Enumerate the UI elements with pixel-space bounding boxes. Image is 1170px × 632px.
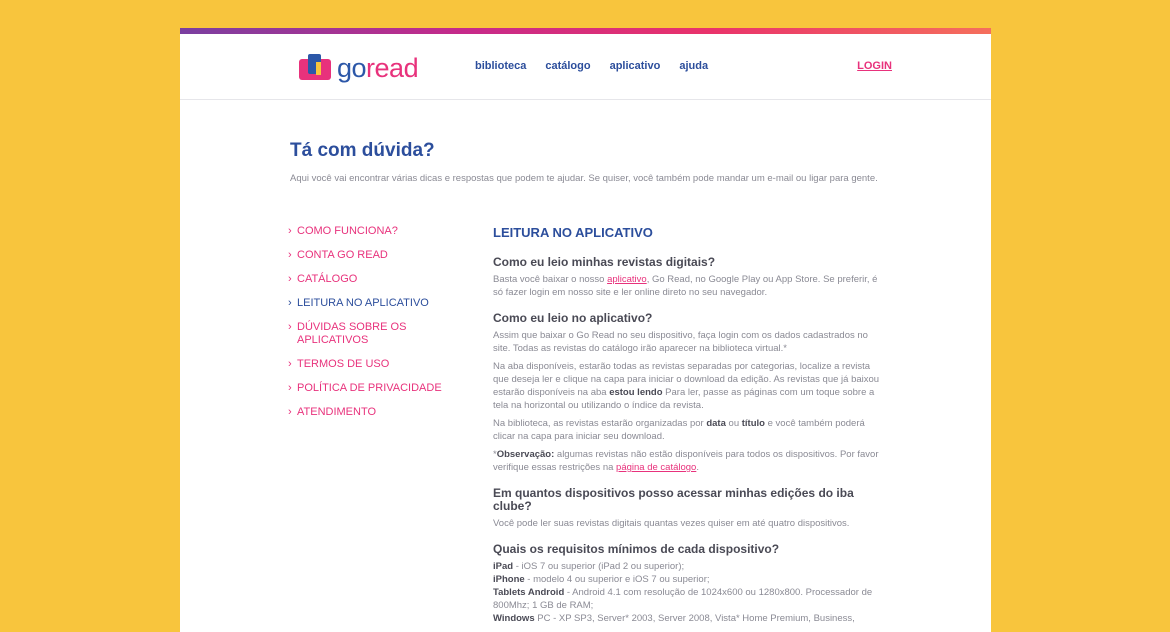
answer-text: Basta você baixar o nosso: [493, 274, 608, 285]
sidebar-item-label: POLÍTICA DE PRIVACIDADE: [297, 382, 442, 394]
sidebar-item-atendimento[interactable]: [288, 406, 458, 419]
answer-bold: Observação:: [496, 449, 555, 460]
login-link[interactable]: LOGIN: [857, 60, 892, 72]
sidebar-item-label: DÚVIDAS SOBRE OS APLICATIVOS: [297, 321, 407, 346]
chevron-right-icon: ›: [288, 297, 292, 309]
answer-text: Na aba disponíveis, estarão todas as revistas separadas por categorias, localize a revista que deseja ler e clique na capa para iniciar o download da edição. As revistas que já baixou estarão disponíveis na aba: [493, 361, 880, 398]
requirement-item: [493, 560, 885, 573]
nav-aplicativo[interactable]: aplicativo: [609, 60, 661, 72]
page-intro: [290, 140, 890, 185]
device-desc: PC - XP SP3, Server* 2003, Server 2008, Vista* Home Premium, Business,: [534, 613, 855, 624]
answer-text: Para ler, passe as páginas com um toque sobre a tela na horizontal ou utilizando o índice da revista.: [493, 387, 875, 411]
faq-answer: [493, 417, 885, 443]
faq-question: Como eu leio minhas revistas digitais?: [493, 255, 716, 269]
device-desc: - Android 4.1 com resolução de 1024x600 ou 1280x800. Processador de 800Mhz; 1 GB de RAM;: [493, 587, 873, 611]
sidebar-item-termos[interactable]: [288, 358, 458, 371]
faq-answer: [493, 273, 885, 299]
requirement-item: [493, 612, 885, 625]
logo-read: read: [366, 52, 419, 83]
answer-bold: estou lendo: [609, 387, 663, 398]
chevron-right-icon: ›: [288, 321, 292, 333]
chevron-right-icon: ›: [288, 358, 292, 370]
catalogo-page-link[interactable]: página de catálogo: [616, 462, 697, 473]
faq-question: Quais os requisitos mínimos de cada dispositivo?: [493, 542, 780, 556]
faq-note: [493, 448, 885, 474]
faq-content: [493, 225, 885, 625]
faq-question: Em quantos dispositivos posso acessar minhas edições do iba clube?: [493, 486, 854, 513]
logo-go: go: [337, 52, 367, 83]
chevron-right-icon: ›: [288, 406, 292, 418]
answer-bold: data: [706, 418, 726, 429]
device-name: iPhone: [493, 574, 525, 585]
device-name: Tablets Android: [493, 587, 565, 598]
faq-answer: Assim que baixar o Go Read no seu dispositivo, faça login com os dados cadastrados no site. Todas as revistas do catálogo irão aparecer na biblioteca virtual.*: [493, 330, 868, 354]
main-nav: [475, 60, 708, 72]
requirement-item: [493, 573, 885, 586]
faq-answer: [493, 360, 885, 412]
answer-text: .: [696, 462, 699, 473]
answer-text: algumas revistas não estão disponíveis para todos os dispositivos. Por favor verifique essas restrições na: [493, 449, 879, 473]
sidebar-item-como-funciona[interactable]: [288, 225, 458, 238]
sidebar-item-label: CATÁLOGO: [297, 273, 358, 285]
sidebar-item-label: CONTA GO READ: [297, 249, 388, 261]
page-title: Tá com dúvida?: [290, 140, 435, 161]
chevron-right-icon: ›: [288, 225, 292, 237]
logo-text: [337, 53, 418, 84]
note-star: *: [493, 449, 497, 460]
faq-question: Como eu leio no aplicativo?: [493, 311, 653, 325]
goread-logo[interactable]: [299, 53, 418, 83]
sidebar-item-leitura[interactable]: [288, 297, 458, 310]
sidebar-item-privacidade[interactable]: [288, 382, 458, 395]
section-title: LEITURA NO APLICATIVO: [493, 225, 653, 240]
nav-catalogo[interactable]: catálogo: [545, 60, 591, 72]
sidebar-item-label: ATENDIMENTO: [297, 406, 377, 418]
nav-ajuda[interactable]: ajuda: [679, 60, 709, 72]
page: [180, 28, 991, 632]
device-name: iPad: [493, 561, 514, 572]
sidebar-item-label: COMO FUNCIONA?: [297, 225, 398, 237]
aplicativo-link[interactable]: aplicativo: [607, 274, 647, 285]
chevron-right-icon: ›: [288, 382, 292, 394]
faq-answer: Você pode ler suas revistas digitais quantas vezes quiser em até quatro dispositivos.: [493, 518, 850, 529]
chevron-right-icon: ›: [288, 249, 292, 261]
sidebar-item-label: LEITURA NO APLICATIVO: [297, 297, 429, 309]
faq-sidebar: [288, 225, 458, 430]
device-desc: - iOS 7 ou superior (iPad 2 ou superior);: [513, 561, 685, 572]
device-desc: - modelo 4 ou superior e iOS 7 ou superior;: [524, 574, 710, 585]
logo-icon: [299, 54, 333, 82]
answer-text: , Go Read, no Google Play ou App Store. Se preferir, é só fazer login em nosso site e ler online direto no seu navegador.: [493, 274, 878, 298]
chevron-right-icon: ›: [288, 273, 292, 285]
device-name: Windows: [493, 613, 535, 624]
answer-text: Na biblioteca, as revistas estarão organizadas por: [493, 418, 707, 429]
sidebar-item-duvidas-aplicativos[interactable]: [288, 321, 458, 347]
requirement-item: [493, 586, 885, 612]
answer-bold: título: [741, 418, 765, 429]
sidebar-item-catalogo[interactable]: [288, 273, 458, 286]
answer-text: e você também poderá clicar na capa para iniciar seu download.: [493, 418, 865, 442]
header: [180, 34, 991, 100]
answer-text: ou: [725, 418, 742, 429]
nav-biblioteca[interactable]: biblioteca: [475, 60, 527, 72]
sidebar-item-conta[interactable]: [288, 249, 458, 262]
sidebar-item-label: TERMOS DE USO: [297, 358, 390, 370]
page-subtitle: Aqui você vai encontrar várias dicas e respostas que podem te ajudar. Se quiser, você também pode mandar um e-mail ou ligar para gente.: [290, 173, 878, 184]
